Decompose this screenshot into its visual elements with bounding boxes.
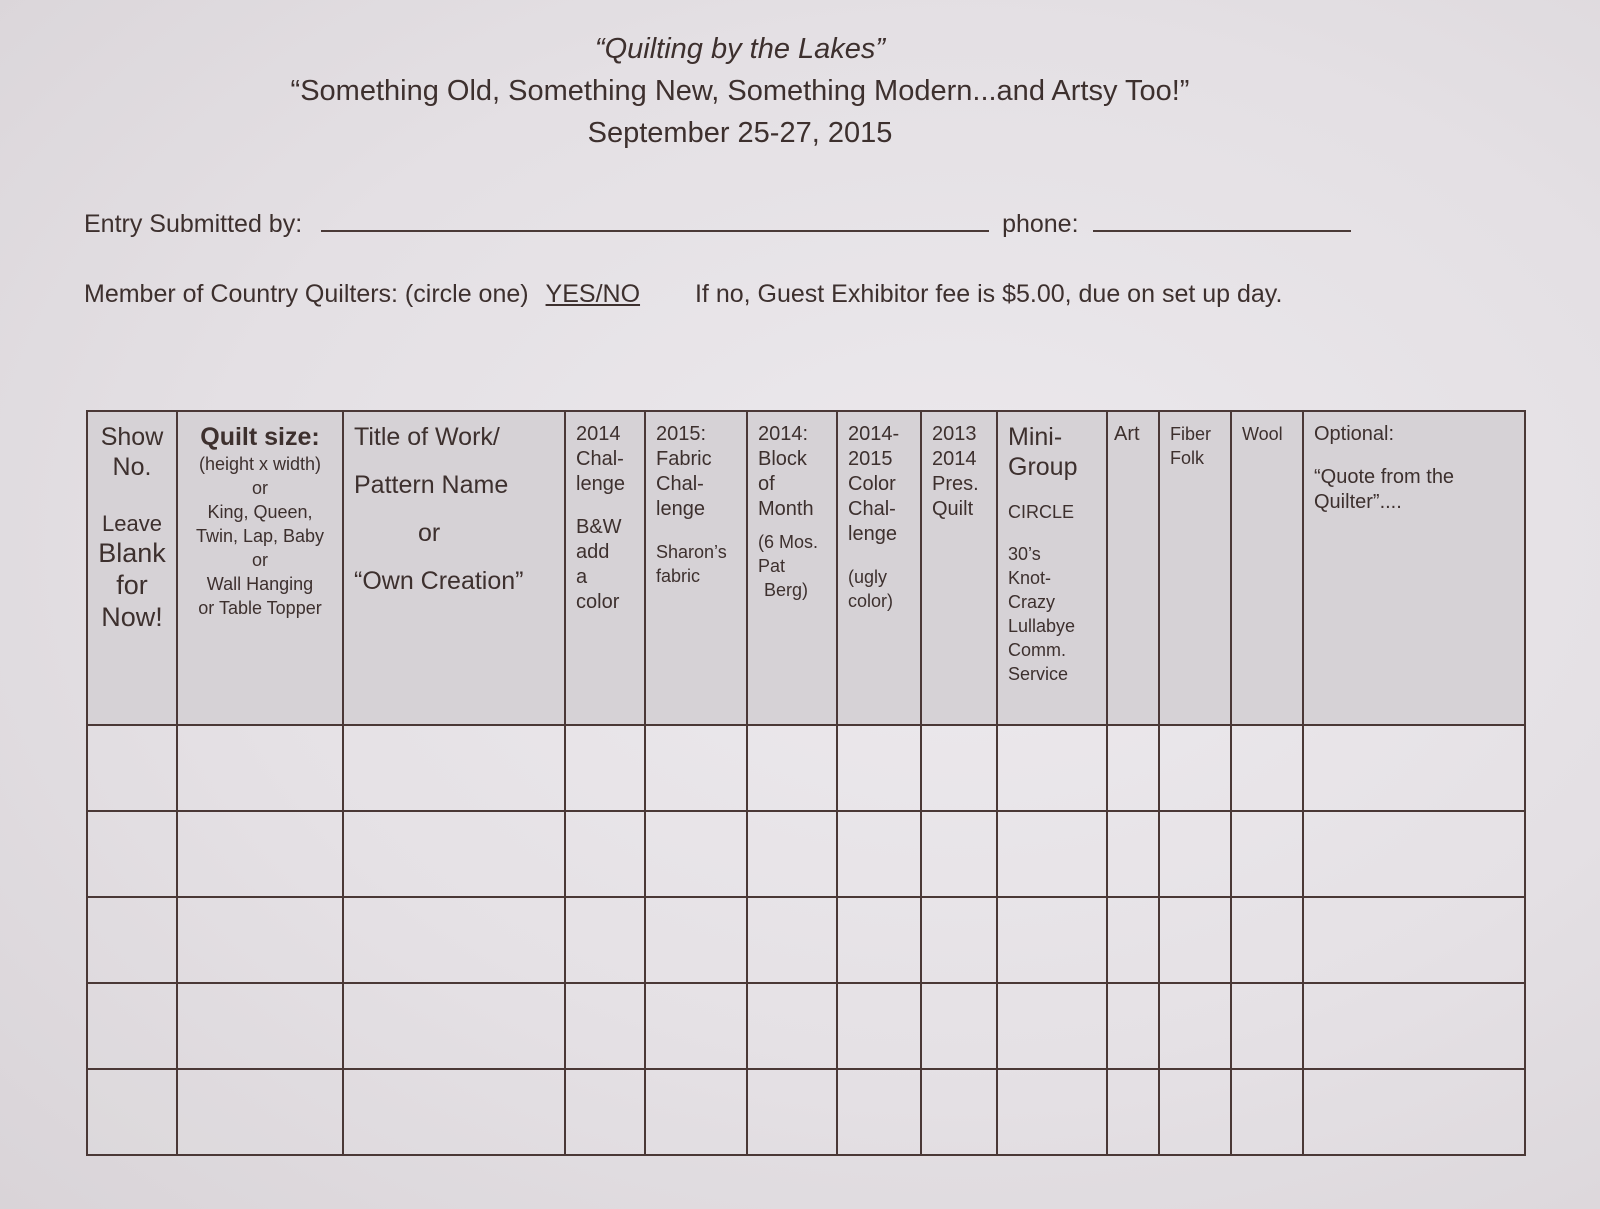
entry-cell[interactable] (997, 897, 1107, 983)
entry-cell[interactable] (343, 897, 565, 983)
entry-cell[interactable] (921, 1069, 997, 1155)
col-2014-challenge-header: 2014 Chal- lenge B&W add a color (565, 411, 645, 725)
entry-cell[interactable] (565, 725, 645, 811)
entry-cell[interactable] (837, 1069, 921, 1155)
entry-cell[interactable] (997, 725, 1107, 811)
entry-cell[interactable] (1159, 811, 1231, 897)
entry-cell[interactable] (1107, 1069, 1159, 1155)
entry-cell[interactable] (177, 811, 343, 897)
entry-cell[interactable] (177, 983, 343, 1069)
entry-cell[interactable] (837, 983, 921, 1069)
col-art-header: Art (1107, 411, 1159, 725)
col-fiber-folk-header: Fiber Folk (1159, 411, 1231, 725)
entry-cell[interactable] (177, 1069, 343, 1155)
entry-cell[interactable] (921, 983, 997, 1069)
entry-cell[interactable] (997, 983, 1107, 1069)
event-theme: “Something Old, Something New, Something Modern...and Artsy Too!” (290, 75, 1190, 107)
entry-cell[interactable] (343, 811, 565, 897)
entry-submitted-row (84, 208, 1351, 239)
entry-cell[interactable] (1303, 897, 1525, 983)
entry-cell[interactable] (1231, 725, 1303, 811)
entry-cell[interactable] (747, 811, 837, 897)
entry-cell[interactable] (645, 811, 747, 897)
col-show-no-header: Show No. Leave Blank for Now! (87, 411, 177, 725)
entry-cell[interactable] (565, 811, 645, 897)
col-optional-quote-header: Optional: “Quote from the Quilter”.... (1303, 411, 1525, 725)
entry-cell[interactable] (1159, 897, 1231, 983)
table-row (87, 1069, 1525, 1155)
table-row (87, 811, 1525, 897)
member-label: Member of Country Quilters: (circle one) (84, 280, 529, 308)
entry-cell[interactable] (1303, 1069, 1525, 1155)
entry-submitted-label: Entry Submitted by: (84, 210, 303, 238)
table-row (87, 897, 1525, 983)
col-quilt-size-header: Quilt size: (height x width) or King, Queen, Twin, Lap, Baby or Wall Hanging or Table Topper (177, 411, 343, 725)
col-2015-fabric-challenge-header: 2015: Fabric Chal- lenge Sharon’s fabric (645, 411, 747, 725)
entry-cell[interactable] (87, 983, 177, 1069)
phone-field[interactable] (1093, 208, 1351, 232)
entry-cell[interactable] (997, 811, 1107, 897)
entry-cell[interactable] (343, 1069, 565, 1155)
entry-cell[interactable] (837, 897, 921, 983)
entry-cell[interactable] (921, 897, 997, 983)
entry-cell[interactable] (1107, 811, 1159, 897)
entry-cell[interactable] (645, 897, 747, 983)
entry-cell[interactable] (747, 725, 837, 811)
entry-cell[interactable] (1107, 983, 1159, 1069)
entry-cell[interactable] (1231, 1069, 1303, 1155)
entry-cell[interactable] (1231, 983, 1303, 1069)
entry-cell[interactable] (747, 983, 837, 1069)
entry-cell[interactable] (343, 725, 565, 811)
phone-label: phone: (1002, 210, 1079, 238)
entry-cell[interactable] (343, 983, 565, 1069)
entry-cell[interactable] (87, 725, 177, 811)
entry-cell[interactable] (1231, 811, 1303, 897)
entry-cell[interactable] (565, 983, 645, 1069)
entry-cell[interactable] (837, 811, 921, 897)
entry-cell[interactable] (997, 1069, 1107, 1155)
entry-cell[interactable] (921, 725, 997, 811)
entry-cell[interactable] (1107, 725, 1159, 811)
entry-submitted-field[interactable] (321, 208, 989, 232)
col-color-challenge-header: 2014- 2015 Color Chal- lenge (ugly color) (837, 411, 921, 725)
col-mini-group-header: Mini- Group CIRCLE 30’s Knot- Crazy Lullabye Comm. Service (997, 411, 1107, 725)
event-name: “Quilting by the Lakes” (594, 33, 886, 65)
entry-cell[interactable] (1303, 811, 1525, 897)
member-options[interactable]: YES/NO (545, 280, 641, 308)
table-row (87, 725, 1525, 811)
guest-fee-note: If no, Guest Exhibitor fee is $5.00, due on set up day. (694, 280, 1283, 308)
entry-cell[interactable] (565, 1069, 645, 1155)
entry-cell[interactable] (747, 897, 837, 983)
entry-cell[interactable] (645, 1069, 747, 1155)
entry-cell[interactable] (837, 725, 921, 811)
entry-cell[interactable] (87, 1069, 177, 1155)
col-pres-quilt-header: 2013 2014 Pres. Quilt (921, 411, 997, 725)
event-dates: September 25-27, 2015 (587, 117, 893, 149)
entry-cell[interactable] (87, 897, 177, 983)
form-title-block (0, 28, 1480, 154)
entry-cell[interactable] (747, 1069, 837, 1155)
entry-rows (87, 725, 1525, 1155)
entry-cell[interactable] (1303, 725, 1525, 811)
entry-cell[interactable] (1159, 983, 1231, 1069)
table-row (87, 983, 1525, 1069)
entry-cell[interactable] (565, 897, 645, 983)
table-header-row (87, 411, 1525, 725)
col-wool-header: Wool (1231, 411, 1303, 725)
entry-cell[interactable] (1231, 897, 1303, 983)
col-block-of-month-header: 2014: Block of Month (6 Mos. Pat Berg) (747, 411, 837, 725)
entry-cell[interactable] (921, 811, 997, 897)
entry-cell[interactable] (645, 983, 747, 1069)
member-row (84, 280, 1282, 309)
col-title-header: Title of Work/ Pattern Name or “Own Creation” (343, 411, 565, 725)
entry-cell[interactable] (177, 897, 343, 983)
entry-cell[interactable] (645, 725, 747, 811)
quilt-entry-table (86, 410, 1526, 1156)
entry-cell[interactable] (1303, 983, 1525, 1069)
entry-cell[interactable] (177, 725, 343, 811)
entry-cell[interactable] (1107, 897, 1159, 983)
entry-cell[interactable] (1159, 725, 1231, 811)
entry-cell[interactable] (1159, 1069, 1231, 1155)
entry-cell[interactable] (87, 811, 177, 897)
